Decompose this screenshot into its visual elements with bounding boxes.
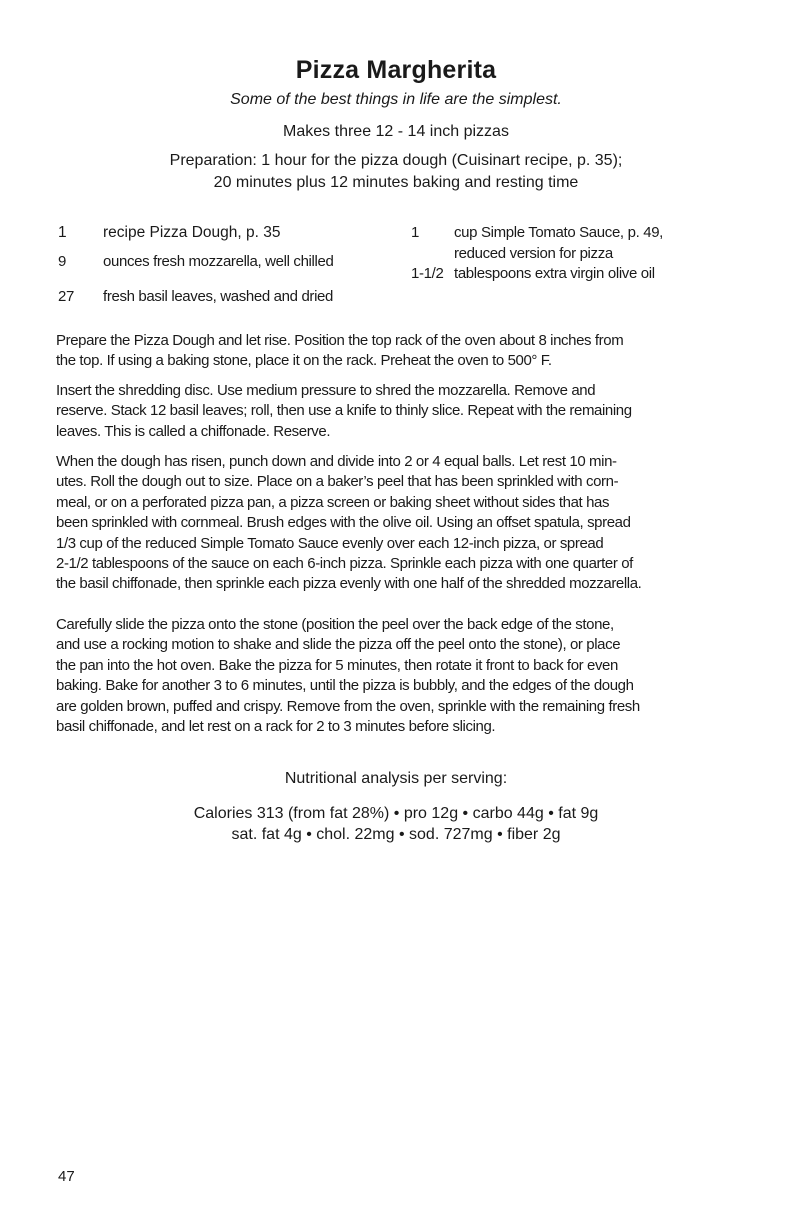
prep-time-line-1: Preparation: 1 hour for the pizza dough (Cuisinart recipe, p. 35);: [169, 152, 623, 169]
ingredient-text: cup Simple Tomato Sauce, p. 49,: [454, 224, 664, 241]
recipe-yield: Makes three 12 - 14 inch pizzas: [283, 123, 509, 140]
instruction-line: leaves. This is called a chiffonade. Reserve.: [56, 422, 331, 440]
ingredient-text: fresh basil leaves, washed and dried: [103, 288, 334, 305]
instruction-paragraph: [56, 381, 738, 442]
instruction-line: Prepare the Pizza Dough and let rise. Position the top rack of the oven about 8 inches from: [56, 332, 624, 349]
ingredient-qty: 1: [411, 224, 419, 241]
instruction-line: meal, or on a perforated pizza pan, a pizza screen or baking sheet without sides that has: [56, 493, 610, 511]
instruction-line: been sprinkled with cornmeal. Brush edges with the olive oil. Using an offset spatula, spread: [56, 514, 631, 532]
instruction-line: 2-1/2 tablespoons of the sauce on each 6-inch pizza. Sprinkle each pizza with one quarter of: [56, 555, 633, 573]
nutrition-heading: Nutritional analysis per serving:: [284, 770, 508, 787]
ingredient-qty: 9: [58, 253, 66, 270]
instruction-line: utes. Roll the dough out to size. Place on a baker’s peel that has been sprinkled with corn-: [56, 473, 619, 491]
instruction-paragraph: [56, 331, 738, 372]
ingredient-qty: 1-1/2: [411, 265, 444, 282]
instruction-line: basil chiffonade, and let rest on a rack for 2 to 3 minutes before slicing.: [56, 718, 496, 736]
instruction-line: the pan into the hot oven. Bake the pizza for 5 minutes, then rotate it front to back for even: [56, 656, 618, 674]
instruction-paragraph: [56, 452, 738, 595]
nutrition-line-2: sat. fat 4g • chol. 22mg • sod. 727mg • fiber 2g: [231, 826, 561, 843]
instruction-line: are golden brown, puffed and crispy. Remove from the oven, sprinkle with the remaining fresh: [56, 697, 640, 715]
page-number: 47: [58, 1168, 75, 1185]
nutrition-line-1: Calories 313 (from fat 28%) • pro 12g • carbo 44g • fat 9g: [193, 805, 599, 822]
instruction-line: When the dough has risen, punch down and divide into 2 or 4 equal balls. Let rest 10 min-: [56, 453, 617, 470]
prep-time-line-2: 20 minutes plus 12 minutes baking and resting time: [213, 174, 579, 191]
instruction-line: 1/3 cup of the reduced Simple Tomato Sauce evenly over each 12-inch pizza, or spread: [56, 534, 604, 552]
instruction-line: Carefully slide the pizza onto the stone (position the peel over the back edge of the stone,: [56, 616, 614, 633]
ingredient-qty: 27: [58, 288, 74, 305]
ingredient-qty: 1: [58, 224, 67, 241]
ingredient-text: recipe Pizza Dough, p. 35: [103, 224, 281, 241]
ingredient-text: tablespoons extra virgin olive oil: [454, 265, 655, 282]
instruction-line: and use a rocking motion to shake and slide the pizza off the peel onto the stone), or place: [56, 636, 621, 654]
instruction-line: the top. If using a baking stone, place it on the rack. Preheat the oven to 500° F.: [56, 352, 552, 370]
instruction-paragraph: [56, 615, 738, 737]
recipe-tagline: Some of the best things in life are the simplest.: [230, 91, 562, 108]
instruction-line: reserve. Stack 12 basil leaves; roll, then use a knife to thinly slice. Repeat with the remaining: [56, 402, 632, 420]
ingredient-text-continued: reduced version for pizza: [454, 245, 613, 262]
ingredient-text: ounces fresh mozzarella, well chilled: [103, 253, 334, 270]
recipe-title: Pizza Margherita: [295, 56, 497, 84]
instruction-line: baking. Bake for another 3 to 6 minutes, until the pizza is bubbly, and the edges of the dough: [56, 677, 634, 695]
instruction-line: Insert the shredding disc. Use medium pressure to shred the mozzarella. Remove and: [56, 382, 596, 399]
instruction-line: the basil chiffonade, then sprinkle each pizza evenly with one half of the shredded mozzarella.: [56, 575, 642, 593]
